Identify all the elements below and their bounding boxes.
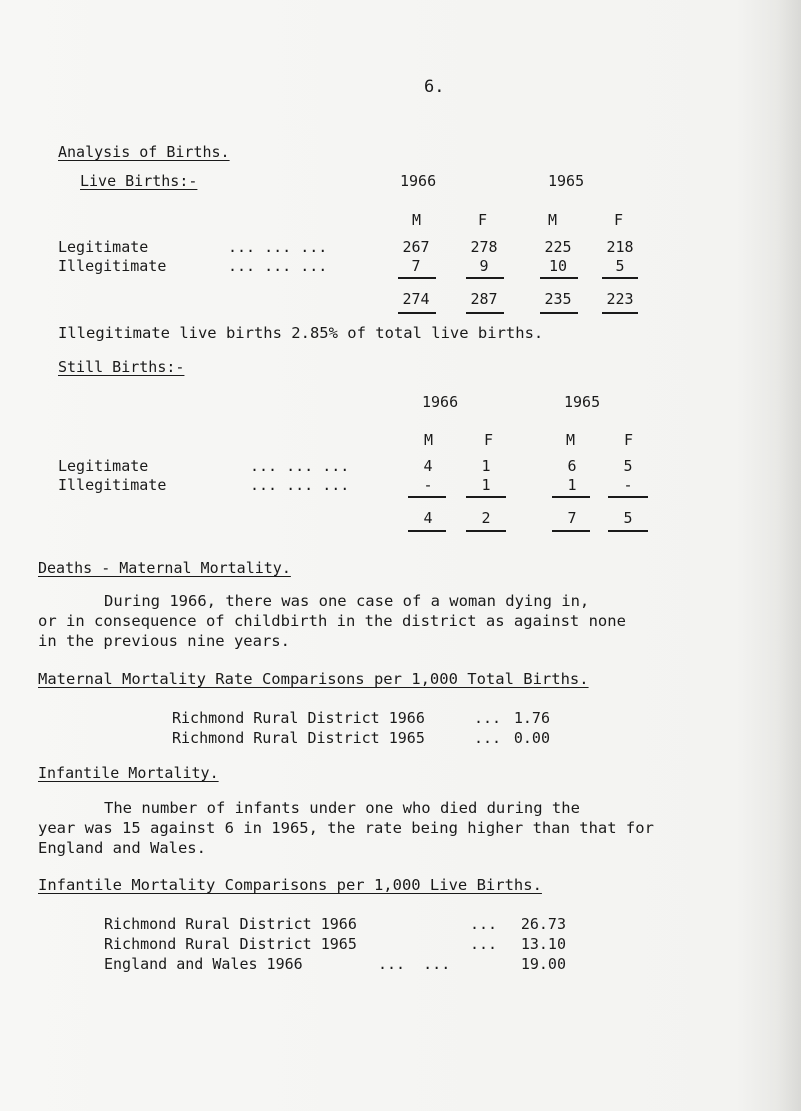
underline-rule xyxy=(602,312,638,314)
document-title: Analysis of Births. xyxy=(58,143,230,161)
row-label: Illegitimate xyxy=(58,476,167,494)
comparison-label: Richmond Rural District 1965 xyxy=(104,935,357,953)
underline-rule xyxy=(466,496,506,498)
underline-rule xyxy=(552,530,590,532)
underline-rule xyxy=(608,496,648,498)
total-f-1965: 5 xyxy=(623,509,633,527)
cell-m-1965: 10 xyxy=(548,257,568,275)
row-label: Legitimate xyxy=(58,457,149,475)
infantile-paragraph-line: year was 15 against 6 in 1965, the rate being higher than that for xyxy=(38,819,654,837)
infantile-paragraph-line: The number of infants under one who died during the xyxy=(104,799,580,817)
row-leader: ... ... ... xyxy=(228,238,328,256)
cell-m-1966: 4 xyxy=(423,457,433,475)
comparison-label: Richmond Rural District 1965 xyxy=(172,729,425,747)
cell-f-1966: 1 xyxy=(481,457,491,475)
comparison-value: 0.00 xyxy=(513,729,550,747)
underline-rule xyxy=(602,277,638,279)
comparison-label: Richmond Rural District 1966 xyxy=(172,709,425,727)
live-births-year-1966: 1966 xyxy=(400,172,437,190)
underline-rule xyxy=(466,312,504,314)
cell-f-1965: 5 xyxy=(615,257,625,275)
cell-f-1965: - xyxy=(623,476,633,494)
cell-f-1966: 1 xyxy=(481,476,491,494)
total-f-1966: 287 xyxy=(470,290,498,308)
total-m-1965: 7 xyxy=(567,509,577,527)
cell-m-1966: 267 xyxy=(402,238,430,256)
live-births-heading: Live Births:- xyxy=(80,172,198,190)
cell-m-1966: - xyxy=(423,476,433,494)
cell-f-1966: 278 xyxy=(470,238,498,256)
comparison-leader: ... xyxy=(470,915,498,933)
underline-rule xyxy=(398,277,436,279)
illegitimate-percentage-note: Illegitimate live births 2.85% of total live births. xyxy=(58,324,544,342)
comparison-label: England and Wales 1966 xyxy=(104,955,303,973)
cell-f-1965: 5 xyxy=(623,457,633,475)
cell-m-1966: 7 xyxy=(411,257,421,275)
still-births-col-m-1966: M xyxy=(424,431,434,449)
maternal-paragraph-line: or in consequence of childbirth in the district as against none xyxy=(38,612,626,630)
comparison-leader: ... xyxy=(470,935,498,953)
infantile-comparison-heading: Infantile Mortality Comparisons per 1,000 Live Births. xyxy=(38,876,542,894)
row-leader: ... ... ... xyxy=(250,457,350,475)
underline-rule xyxy=(540,312,578,314)
total-m-1965: 235 xyxy=(544,290,572,308)
page-number: 6. xyxy=(424,77,445,97)
still-births-col-f-1965: F xyxy=(624,431,634,449)
still-births-col-m-1965: M xyxy=(566,431,576,449)
comparison-leader: ... ... xyxy=(378,955,451,973)
comparison-leader: ... xyxy=(474,729,502,747)
cell-m-1965: 6 xyxy=(567,457,577,475)
underline-rule xyxy=(408,496,446,498)
comparison-value: 13.10 xyxy=(520,935,566,953)
maternal-paragraph-line: During 1966, there was one case of a woman dying in, xyxy=(104,592,590,610)
still-births-year-1966: 1966 xyxy=(422,393,459,411)
row-leader: ... ... ... xyxy=(228,257,328,275)
total-m-1966: 4 xyxy=(423,509,433,527)
cell-m-1965: 1 xyxy=(567,476,577,494)
total-f-1965: 223 xyxy=(606,290,634,308)
cell-m-1965: 225 xyxy=(544,238,572,256)
row-label: Illegitimate xyxy=(58,257,167,275)
comparison-value: 26.73 xyxy=(520,915,566,933)
live-births-col-f-1965: F xyxy=(614,211,624,229)
comparison-value: 19.00 xyxy=(520,955,566,973)
comparison-label: Richmond Rural District 1966 xyxy=(104,915,357,933)
still-births-col-f-1966: F xyxy=(484,431,494,449)
live-births-col-m-1966: M xyxy=(412,211,422,229)
still-births-year-1965: 1965 xyxy=(564,393,601,411)
underline-rule xyxy=(540,277,578,279)
cell-f-1966: 9 xyxy=(479,257,489,275)
underline-rule xyxy=(466,530,506,532)
cell-f-1965: 218 xyxy=(606,238,634,256)
infantile-mortality-heading: Infantile Mortality. xyxy=(38,764,219,782)
row-label: Legitimate xyxy=(58,238,149,256)
underline-rule xyxy=(408,530,446,532)
maternal-comparison-heading: Maternal Mortality Rate Comparisons per 1,000 Total Births. xyxy=(38,670,589,688)
underline-rule xyxy=(552,496,590,498)
still-births-heading: Still Births:- xyxy=(58,358,185,376)
total-m-1966: 274 xyxy=(402,290,430,308)
maternal-paragraph-line: in the previous nine years. xyxy=(38,632,290,650)
underline-rule xyxy=(608,530,648,532)
infantile-paragraph-line: England and Wales. xyxy=(38,839,206,857)
comparison-leader: ... xyxy=(474,709,502,727)
live-births-col-f-1966: F xyxy=(478,211,488,229)
underline-rule xyxy=(466,277,504,279)
row-leader: ... ... ... xyxy=(250,476,350,494)
underline-rule xyxy=(398,312,436,314)
live-births-col-m-1965: M xyxy=(548,211,558,229)
comparison-value: 1.76 xyxy=(513,709,550,727)
live-births-year-1965: 1965 xyxy=(548,172,585,190)
total-f-1966: 2 xyxy=(481,509,491,527)
maternal-mortality-heading: Deaths - Maternal Mortality. xyxy=(38,559,291,577)
